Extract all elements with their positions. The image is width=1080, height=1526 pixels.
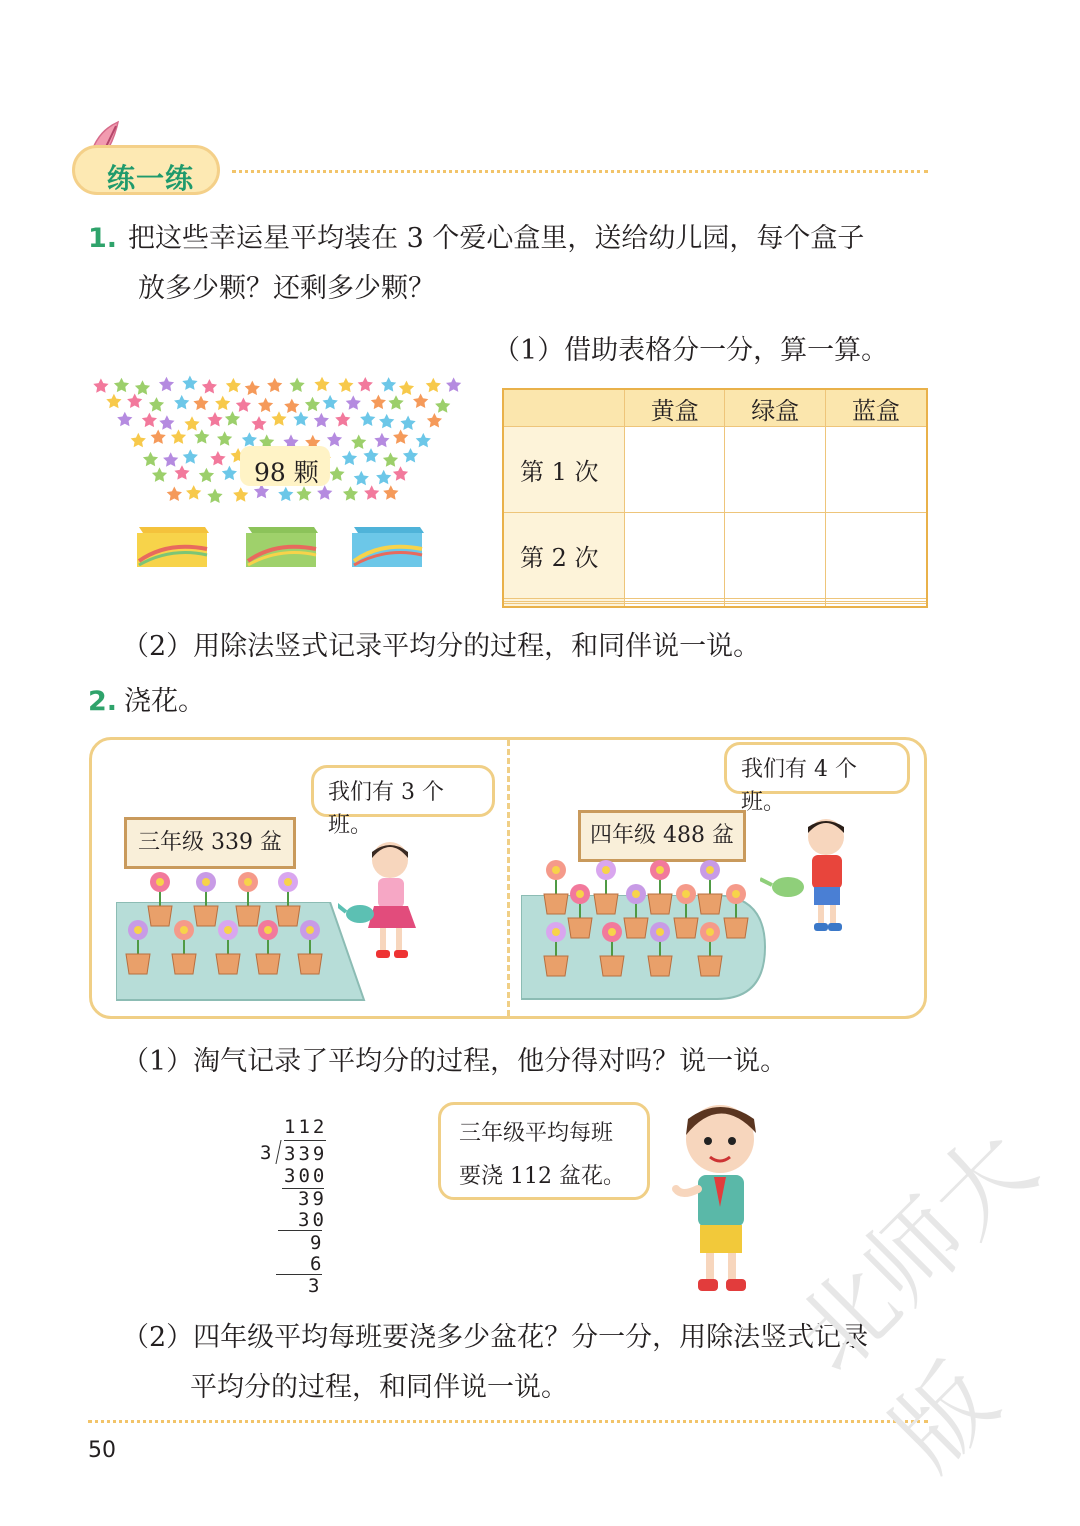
division-step: 300 — [284, 1165, 328, 1187]
lucky-star-icon — [106, 394, 121, 409]
lucky-star-icon — [135, 380, 150, 394]
table-cell: 第 2 次 — [503, 513, 625, 599]
distribution-table — [502, 388, 928, 608]
girl-watering-image — [338, 838, 428, 967]
boy-bubble-line-1: 三年级平均每班 — [459, 1121, 614, 1146]
lucky-star-icon — [117, 412, 132, 426]
lucky-star-icon — [342, 451, 357, 466]
table-header-cell: 黄盒 — [625, 389, 725, 427]
lucky-star-icon — [207, 489, 222, 504]
right-speech-bubble: 我们有 4 个班。 — [724, 742, 910, 794]
section-badge — [72, 145, 220, 195]
lucky-star-icon — [343, 486, 358, 500]
lucky-star-icon — [217, 431, 232, 445]
division-bracket — [275, 1140, 281, 1164]
flower-pot-icon — [172, 920, 196, 974]
question-number-1: 1. — [88, 223, 118, 254]
lucky-star-icon — [202, 379, 217, 394]
lucky-star-icon — [290, 378, 305, 393]
lucky-star-icon — [159, 377, 174, 392]
lucky-star-icon — [416, 433, 431, 448]
lucky-star-icon — [329, 466, 344, 481]
lucky-star-icon — [194, 429, 209, 443]
lucky-star-icon — [222, 466, 237, 481]
lucky-star-icon — [314, 377, 329, 392]
lucky-star-icon — [338, 378, 353, 392]
flower-pot-icon — [298, 920, 322, 974]
lucky-star-icon — [93, 378, 108, 392]
division-line — [278, 1230, 322, 1231]
left-speech-bubble: 我们有 3 个班。 — [311, 765, 495, 817]
lucky-star-icon — [251, 416, 266, 430]
page-number: 50 — [88, 1438, 116, 1463]
lucky-star-icon — [174, 395, 189, 410]
lucky-star-icon — [284, 399, 299, 413]
lucky-star-icon — [167, 487, 182, 502]
flower-pot-icon — [624, 884, 648, 938]
flower-pot-icon — [276, 872, 300, 926]
flower-pot-icon — [648, 860, 672, 914]
section-title: 练一练 — [107, 162, 195, 195]
lucky-star-icon — [142, 413, 157, 428]
table-header-cell: 蓝盒 — [825, 389, 927, 427]
flower-pot-icon — [674, 884, 698, 938]
boy-watering-image — [760, 815, 860, 939]
lucky-star-icon — [305, 397, 320, 412]
lucky-star-icon — [364, 485, 379, 500]
header-divider — [232, 170, 928, 173]
flower-pot-icon — [544, 922, 568, 976]
lucky-star-icon — [163, 452, 178, 467]
lucky-star-icon — [271, 411, 286, 426]
table-cell — [503, 603, 625, 607]
lucky-star-icon — [427, 413, 442, 428]
lucky-star-icon — [371, 395, 386, 410]
table-header-cell — [503, 389, 625, 427]
boy-bubble-line-2: 要浇 112 盆花。 — [459, 1164, 625, 1189]
flower-pots-left — [118, 870, 338, 990]
lucky-star-icon — [446, 377, 461, 392]
lucky-star-icon — [379, 414, 394, 428]
flower-pot-icon — [126, 920, 150, 974]
lucky-star-icon — [186, 485, 201, 500]
lucky-star-icon — [267, 378, 282, 392]
lucky-star-icon — [426, 378, 441, 393]
table-cell[interactable] — [725, 603, 825, 607]
lucky-star-icon — [403, 448, 418, 463]
lucky-star-icon — [183, 449, 198, 464]
question-2-part-2-line-2: 平均分的过程，和同伴说一说。 — [190, 1372, 568, 1403]
blue-box — [352, 527, 426, 571]
division-step: 6 — [310, 1253, 325, 1275]
lucky-star-icon — [131, 433, 146, 448]
division-divisor: 3 — [260, 1142, 275, 1164]
green-box — [246, 527, 320, 571]
division-quotient-line — [284, 1140, 326, 1141]
footer-divider — [88, 1420, 928, 1423]
lucky-star-icon — [314, 413, 329, 427]
lucky-star-icon — [354, 471, 369, 486]
question-2-part-2-line-1: （2）四年级平均每班要浇多少盆花？分一分，用除法竖式记录 — [122, 1322, 869, 1353]
lucky-star-icon — [435, 398, 450, 413]
lucky-star-icon — [171, 429, 186, 444]
lucky-star-icon — [149, 397, 164, 412]
boy-character-image — [668, 1097, 768, 1306]
table-cell[interactable] — [825, 427, 927, 513]
question-number-2: 2. — [88, 686, 118, 717]
lucky-star-icon — [193, 396, 208, 411]
lucky-star-icon — [242, 432, 257, 446]
boy-speech-bubble — [438, 1102, 650, 1200]
lucky-star-icon — [184, 416, 199, 431]
question-2-title: 浇花。 — [124, 686, 205, 717]
division-step: 30 — [298, 1209, 327, 1231]
lucky-star-icon — [127, 394, 142, 409]
lucky-star-icon — [351, 435, 366, 450]
lucky-star-icon — [151, 430, 166, 444]
division-remainder: 3 — [308, 1275, 323, 1297]
table-cell: 第 1 次 — [503, 427, 625, 513]
lucky-star-icon — [363, 448, 378, 462]
flower-pot-icon — [568, 884, 592, 938]
question-1-part-2: （2）用除法竖式记录平均分的过程，和同伴说一说。 — [122, 631, 761, 662]
lucky-star-icon — [376, 470, 391, 485]
lucky-star-icon — [400, 416, 415, 431]
flower-pot-icon — [544, 860, 568, 914]
table-cell[interactable] — [625, 427, 725, 513]
table-row — [503, 513, 927, 599]
lucky-star-icon — [245, 381, 260, 396]
lucky-star-icon — [233, 487, 248, 502]
flower-pots-right — [540, 860, 755, 985]
lucky-star-icon — [225, 411, 240, 426]
stars-count-text: 98 颗 — [254, 458, 319, 487]
lucky-star-icon — [399, 381, 414, 395]
yellow-box — [137, 527, 211, 571]
flower-pot-icon — [600, 922, 624, 976]
division-quotient: 112 — [284, 1116, 328, 1138]
lucky-star-icon — [413, 394, 428, 409]
division-step: 9 — [310, 1232, 325, 1254]
lucky-star-icon — [335, 412, 350, 427]
lucky-star-icon — [358, 377, 373, 392]
flower-pot-icon — [148, 872, 172, 926]
lucky-star-icon — [346, 395, 361, 409]
flower-pot-icon — [724, 884, 748, 938]
division-dividend: 339 — [284, 1143, 328, 1165]
lucky-star-icon — [226, 378, 241, 393]
grade-3-sign: 三年级 339 盆 — [124, 817, 296, 869]
table-cell[interactable] — [725, 427, 825, 513]
question-1-line-2: 放多少颗？还剩多少颗？ — [138, 273, 435, 304]
flower-pot-icon — [216, 920, 240, 974]
table-cell[interactable] — [625, 603, 725, 607]
lucky-star-icon — [388, 395, 403, 409]
question-1-part-1: （1）借助表格分一分，算一算。 — [493, 335, 889, 366]
flower-pot-icon — [256, 920, 280, 974]
table-cell[interactable] — [725, 513, 825, 599]
lucky-star-icon — [327, 432, 342, 447]
table-row — [503, 603, 927, 607]
lucky-star-icon — [236, 398, 251, 412]
flower-pot-icon — [194, 872, 218, 926]
lucky-star-icon — [210, 451, 225, 465]
lucky-star-icon — [374, 433, 389, 448]
lucky-star-icon — [215, 396, 230, 411]
flower-pot-icon — [236, 872, 260, 926]
lucky-star-icon — [383, 485, 398, 499]
lucky-star-icon — [393, 466, 408, 480]
lucky-star-icon — [143, 452, 158, 467]
flower-pot-icon — [698, 860, 722, 914]
publisher-watermark: 北师大版 — [774, 1110, 1057, 1491]
lucky-star-icon — [207, 412, 222, 427]
lucky-star-icon — [182, 376, 197, 390]
lucky-star-icon — [159, 415, 174, 430]
stars-count-label — [240, 446, 330, 486]
lucky-star-icon — [199, 468, 214, 483]
lucky-star-icon — [393, 430, 408, 444]
grade-4-sign: 四年级 488 盆 — [578, 810, 746, 862]
table-row — [503, 427, 927, 513]
table-cell[interactable] — [825, 603, 927, 607]
question-1-line-1: 把这些幸运星平均装在 3 个爱心盒里，送给幼儿园，每个盒子 — [128, 223, 865, 254]
lucky-star-icon — [383, 452, 398, 466]
lucky-star-icon — [114, 378, 129, 392]
lucky-star-icon — [323, 395, 338, 410]
flower-pot-icon — [698, 922, 722, 976]
lucky-star-icon — [258, 398, 273, 413]
lucky-star-icon — [293, 411, 308, 426]
table-cell[interactable] — [625, 513, 725, 599]
flower-pot-icon — [594, 860, 618, 914]
table-cell[interactable] — [825, 513, 927, 599]
flower-pot-icon — [648, 922, 672, 976]
lucky-star-icon — [360, 412, 375, 427]
long-division — [258, 1112, 338, 1297]
table-header-cell: 绿盒 — [725, 389, 825, 427]
lucky-star-icon — [317, 485, 332, 500]
scene-divider — [507, 740, 510, 1016]
question-2-part-1: （1）淘气记录了平均分的过程，他分得对吗？说一说。 — [122, 1046, 788, 1077]
lucky-star-icon — [381, 377, 396, 392]
lucky-star-icon — [174, 465, 189, 479]
lucky-star-icon — [152, 467, 167, 482]
table-header-row — [503, 389, 927, 427]
division-step: 39 — [298, 1188, 327, 1210]
